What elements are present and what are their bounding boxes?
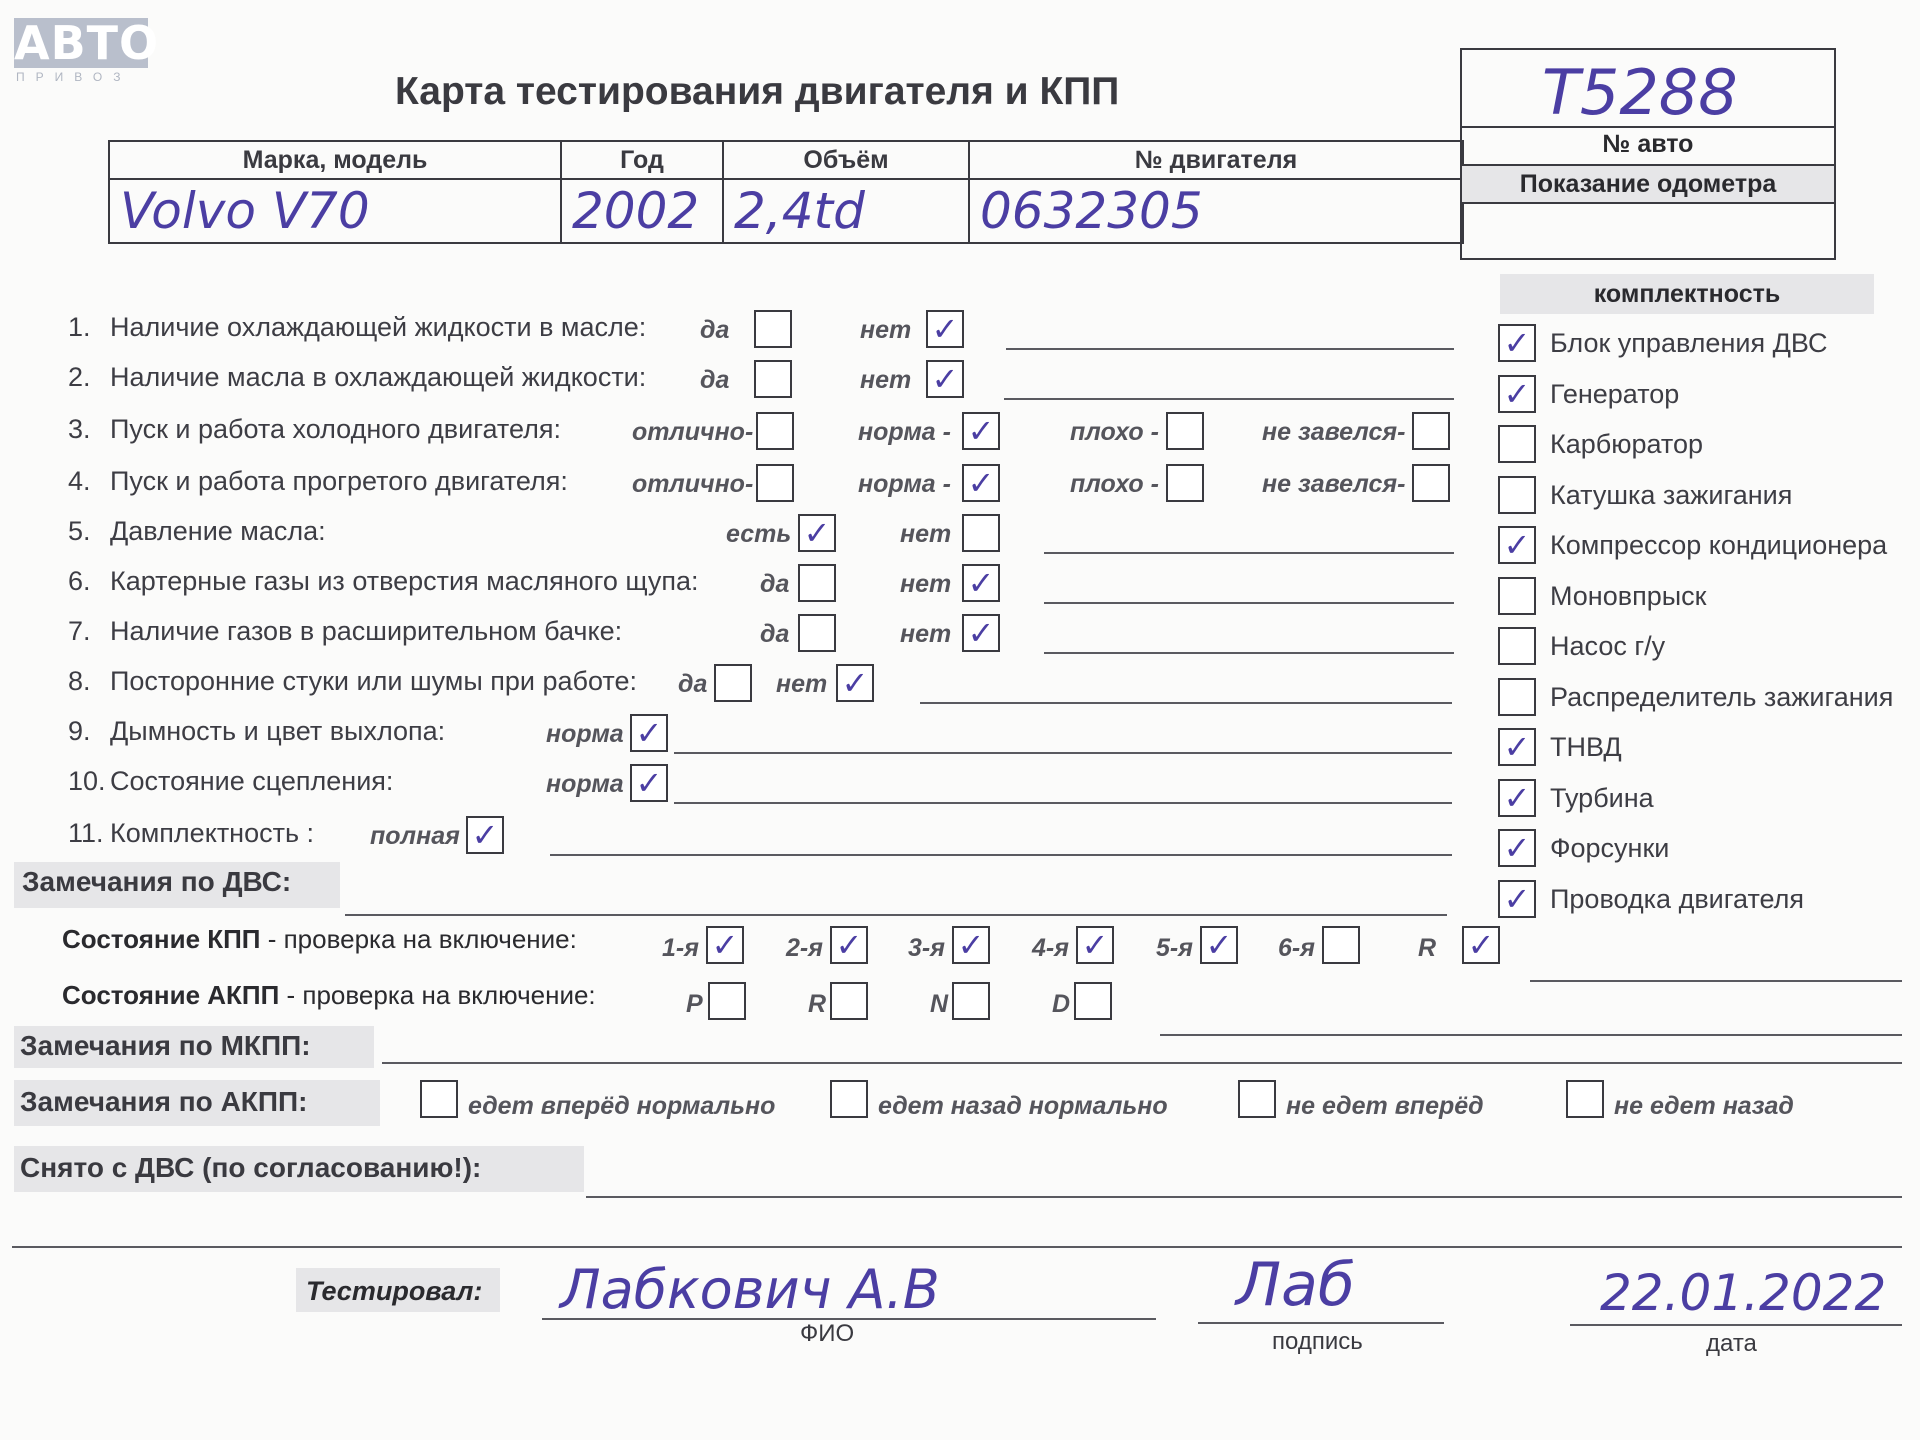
cell-make-model: Volvo V70 [109, 179, 561, 243]
completeness-checkbox[interactable] [1498, 627, 1536, 665]
manual-gear-label: R [1418, 934, 1437, 962]
check-mark-icon: ✓ [1503, 374, 1531, 413]
manual-gear-checkbox[interactable] [1200, 926, 1238, 964]
remarks-engine-line[interactable] [345, 914, 1447, 916]
check-mark-icon: ✓ [635, 714, 663, 752]
checklist-item-text: Посторонние стуки или шумы при работе: [110, 666, 637, 696]
checklist-item-text: Дымность и цвет выхлопа: [110, 716, 446, 746]
checklist-item-number: 8. [68, 666, 91, 696]
completeness-item-label: Генератор [1550, 378, 1680, 409]
checklist-option-checkbox[interactable] [962, 514, 1000, 552]
checklist-option-label: да [678, 670, 708, 698]
completeness-checkbox[interactable] [1498, 526, 1536, 564]
manual-gear-checkbox[interactable] [1322, 926, 1360, 964]
completeness-checkbox[interactable] [1498, 829, 1536, 867]
checklist-option-checkbox[interactable] [962, 564, 1000, 602]
auto-gear-label: N [930, 990, 949, 1018]
manual-gear-label: 3-я [908, 934, 945, 962]
signature-caption: подпись [1272, 1328, 1363, 1355]
completeness-item-label: Насос г/у [1550, 631, 1666, 661]
checklist-option-label: нет [900, 620, 952, 648]
checklist-item-text: Картерные газы из отверстия масляного щупа: [110, 566, 699, 596]
checklist-item-text: Наличие масла в охлаждающей жидкости: [110, 362, 647, 392]
completeness-item-label: ТНВД [1550, 732, 1622, 762]
check-mark-icon: ✓ [1081, 926, 1109, 964]
check-mark-icon: ✓ [841, 664, 869, 702]
checklist-option-label: нет [900, 570, 952, 598]
manual-gear-checkbox[interactable] [1076, 926, 1114, 964]
completeness-item-label: Моновпрыск [1550, 580, 1707, 611]
check-mark-icon: ✓ [967, 464, 995, 502]
checklist-option-checkbox[interactable] [756, 412, 794, 450]
completeness-item-label: Компрессор кондиционера [1550, 530, 1888, 560]
removed-line[interactable] [586, 1196, 1902, 1198]
check-mark-icon: ✓ [711, 926, 739, 964]
check-mark-icon: ✓ [931, 360, 959, 398]
checklist-item-text: Комплектность : [110, 818, 315, 848]
check-mark-icon: ✓ [803, 514, 831, 552]
checklist-item-text: Пуск и работа холодного двигателя: [110, 414, 561, 444]
checklist-item-number: 10. [68, 766, 106, 796]
check-mark-icon: ✓ [1205, 926, 1233, 964]
auto-gear-label: R [808, 990, 827, 1018]
check-mark-icon: ✓ [957, 926, 985, 964]
checklist-option-label: нет [860, 366, 912, 394]
checklist-note-line[interactable] [1044, 652, 1454, 654]
cell-volume: 2,4td [723, 179, 969, 243]
checklist-item-text: Наличие газов в расширительном бачке: [110, 616, 623, 646]
checklist-note-line[interactable] [920, 702, 1452, 704]
checklist-option-checkbox[interactable] [630, 714, 668, 752]
checklist-note-line[interactable] [1044, 602, 1454, 604]
auto-remark-label: едет вперёд нормально [468, 1092, 776, 1120]
auto-gear-label: P [686, 990, 703, 1018]
date-caption: дата [1706, 1330, 1757, 1357]
check-mark-icon: ✓ [471, 816, 499, 854]
checklist-item-text: Состояние сцепления: [110, 766, 394, 796]
checklist-note-line[interactable] [674, 802, 1452, 804]
column-volume: Объём [723, 141, 969, 179]
checklist-option-label: нет [860, 316, 912, 344]
completeness-checkbox[interactable] [1498, 880, 1536, 918]
auto-gear-label: D [1052, 990, 1071, 1018]
checklist-item-number: 7. [68, 616, 91, 646]
checklist-option-checkbox[interactable] [754, 310, 792, 348]
remarks-auto-label: Замечания по АКПП: [20, 1086, 308, 1117]
name-caption: ФИО [800, 1320, 855, 1347]
checklist-option-checkbox[interactable] [1412, 412, 1450, 450]
odometer-label: Показание одометра [1462, 164, 1834, 204]
manual-gear-label: 1-я [662, 934, 699, 962]
completeness-checkbox[interactable] [1498, 324, 1536, 362]
column-make-model: Марка, модель [109, 141, 561, 179]
auto-number-label: № авто [1602, 130, 1694, 158]
cell-engine-number: 0632305 [969, 179, 1463, 243]
auto-number: T5288 [1542, 56, 1738, 129]
checklist-option-checkbox[interactable] [466, 816, 504, 854]
checklist-option-checkbox[interactable] [798, 564, 836, 602]
checklist-option-label: да [760, 620, 790, 648]
checklist-option-checkbox[interactable] [836, 664, 874, 702]
auto-gearbox-label: Состояние АКПП - проверка на включение: [62, 980, 596, 1010]
checklist-item-number: 9. [68, 716, 91, 746]
checklist-item-text: Пуск и работа прогретого двигателя: [110, 466, 568, 496]
auto-remark-checkbox[interactable] [830, 1080, 868, 1118]
checklist-option-label: норма - [858, 470, 951, 498]
checklist-option-checkbox[interactable] [756, 464, 794, 502]
check-mark-icon: ✓ [1503, 728, 1531, 766]
checklist-option-checkbox[interactable] [1412, 464, 1450, 502]
checklist-option-label: да [760, 570, 790, 598]
manual-gear-label: 5-я [1156, 934, 1193, 962]
checklist-option-checkbox[interactable] [1166, 464, 1204, 502]
checklist-option-label: норма [546, 770, 624, 798]
tested-label: Тестировал: [306, 1276, 483, 1306]
manual-gear-checkbox[interactable] [706, 926, 744, 964]
checklist-item-number: 5. [68, 516, 91, 546]
check-mark-icon: ✓ [1503, 829, 1531, 867]
tester-signature: Лаб [1236, 1250, 1355, 1320]
remarks-manual-line[interactable] [382, 1062, 1902, 1064]
checklist-option-checkbox[interactable] [962, 614, 1000, 652]
check-mark-icon: ✓ [1503, 778, 1531, 817]
auto-info-box [1460, 48, 1836, 260]
checklist-option-label: нет [900, 520, 952, 548]
auto-remark-checkbox[interactable] [420, 1080, 458, 1118]
check-mark-icon: ✓ [1467, 926, 1495, 964]
remarks-engine-label: Замечания по ДВС: [22, 866, 292, 897]
completeness-checkbox[interactable] [1498, 728, 1536, 766]
tester-name: Лабкович А.В [560, 1258, 940, 1321]
auto-gear-checkbox[interactable] [830, 982, 868, 1020]
manual-gear-label: 2-я [786, 934, 823, 962]
checklist-item-text: Наличие охлаждающей жидкости в масле: [110, 312, 647, 342]
checklist-item-number: 4. [68, 466, 91, 496]
logo-subtitle: ПРИВОЗ [16, 70, 132, 84]
completeness-item-label: Блок управления ДВС [1550, 328, 1828, 358]
checklist-option-checkbox[interactable] [714, 664, 752, 702]
checklist-option-checkbox[interactable] [962, 412, 1000, 450]
auto-gear-checkbox[interactable] [1074, 982, 1112, 1020]
manual-gear-checkbox[interactable] [952, 926, 990, 964]
checklist-option-checkbox[interactable] [754, 360, 792, 398]
removed-label: Снято с ДВС (по согласованию!): [20, 1152, 482, 1183]
checklist-option-checkbox[interactable] [798, 614, 836, 652]
manual-gear-label: 6-я [1278, 934, 1315, 962]
checklist-item-number: 11. [68, 818, 104, 848]
checklist-option-label: да [700, 366, 730, 394]
completeness-checkbox[interactable] [1498, 425, 1536, 463]
checklist-option-label: отлично- [632, 470, 754, 498]
auto-remark-checkbox[interactable] [1566, 1080, 1604, 1118]
checklist-note-line[interactable] [1006, 348, 1454, 350]
checklist-option-checkbox[interactable] [926, 310, 964, 348]
completeness-item-label: Турбина [1550, 782, 1654, 813]
checklist-item-text: Давление масла: [110, 516, 326, 546]
check-mark-icon: ✓ [931, 310, 959, 348]
vehicle-header-table [108, 140, 1464, 244]
checklist-item-number: 2. [68, 362, 91, 392]
checklist-option-label: норма [546, 720, 624, 748]
completeness-checkbox[interactable] [1498, 375, 1536, 413]
checklist-note-line[interactable] [674, 752, 1452, 754]
checklist-option-label: не завелся- [1262, 470, 1406, 498]
logo [14, 16, 160, 84]
auto-remark-label: едет назад нормально [878, 1092, 1168, 1120]
checklist-option-label: плохо - [1070, 470, 1159, 498]
manual-gear-checkbox[interactable] [830, 926, 868, 964]
checklist-option-checkbox[interactable] [962, 464, 1000, 502]
logo-text: АВТО [14, 16, 160, 70]
auto-remark-label: не едет назад [1614, 1092, 1794, 1120]
document-title: Карта тестирования двигателя и КПП [395, 70, 1120, 113]
cell-year: 2002 [561, 179, 723, 243]
check-mark-icon: ✓ [635, 764, 663, 802]
checklist-option-label: полная [370, 822, 460, 850]
auto-gear-checkbox[interactable] [708, 982, 746, 1020]
auto-remark-label: не едет вперёд [1286, 1092, 1484, 1120]
completeness-item-label: Катушка зажигания [1550, 479, 1793, 510]
completeness-checkbox[interactable] [1498, 577, 1536, 615]
checklist-option-label: отлично- [632, 418, 754, 446]
completeness-item-label: Проводка двигателя [1550, 883, 1804, 914]
completeness-title: комплектность [1500, 274, 1874, 314]
check-mark-icon: ✓ [967, 614, 995, 652]
column-year: Год [561, 141, 723, 179]
checklist-item-number: 1. [68, 312, 91, 342]
column-engine-number: № двигателя [969, 141, 1463, 179]
checklist-option-checkbox[interactable] [798, 514, 836, 552]
checklist-item-number: 3. [68, 414, 91, 444]
check-mark-icon: ✓ [967, 412, 995, 450]
checklist-option-label: не завелся- [1262, 418, 1406, 446]
checklist-option-checkbox[interactable] [630, 764, 668, 802]
checklist-option-label: да [700, 316, 730, 344]
checklist-item-number: 6. [68, 566, 91, 596]
completeness-checkbox[interactable] [1498, 678, 1536, 716]
check-mark-icon: ✓ [1503, 879, 1531, 918]
completeness-item-label: Карбюратор [1550, 429, 1704, 459]
completeness-item-label: Распределитель зажигания [1550, 681, 1894, 712]
checklist-option-label: нет [776, 670, 828, 698]
completeness-item-label: Форсунки [1550, 833, 1670, 863]
check-mark-icon: ✓ [835, 926, 863, 964]
checklist-option-checkbox[interactable] [1166, 412, 1204, 450]
auto-remark-checkbox[interactable] [1238, 1080, 1276, 1118]
test-date: 22.01.2022 [1600, 1264, 1887, 1322]
check-mark-icon: ✓ [967, 564, 995, 602]
checklist-note-line[interactable] [1044, 552, 1454, 554]
checklist-option-checkbox[interactable] [926, 360, 964, 398]
manual-gearbox-label: Состояние КПП - проверка на включение: [62, 924, 577, 954]
checklist-option-label: плохо - [1070, 418, 1159, 446]
completeness-checkbox[interactable] [1498, 779, 1536, 817]
checklist-note-line[interactable] [1004, 398, 1454, 400]
remarks-manual-label: Замечания по МКПП: [20, 1030, 311, 1061]
auto-gear-checkbox[interactable] [952, 982, 990, 1020]
completeness-checkbox[interactable] [1498, 476, 1536, 514]
check-mark-icon: ✓ [1503, 526, 1531, 564]
manual-gear-checkbox[interactable] [1462, 926, 1500, 964]
manual-gear-label: 4-я [1032, 934, 1069, 962]
checklist-option-label: норма - [858, 418, 951, 446]
check-mark-icon: ✓ [1503, 324, 1531, 362]
checklist-note-line[interactable] [550, 854, 1452, 856]
checklist-option-label: есть [726, 520, 792, 548]
